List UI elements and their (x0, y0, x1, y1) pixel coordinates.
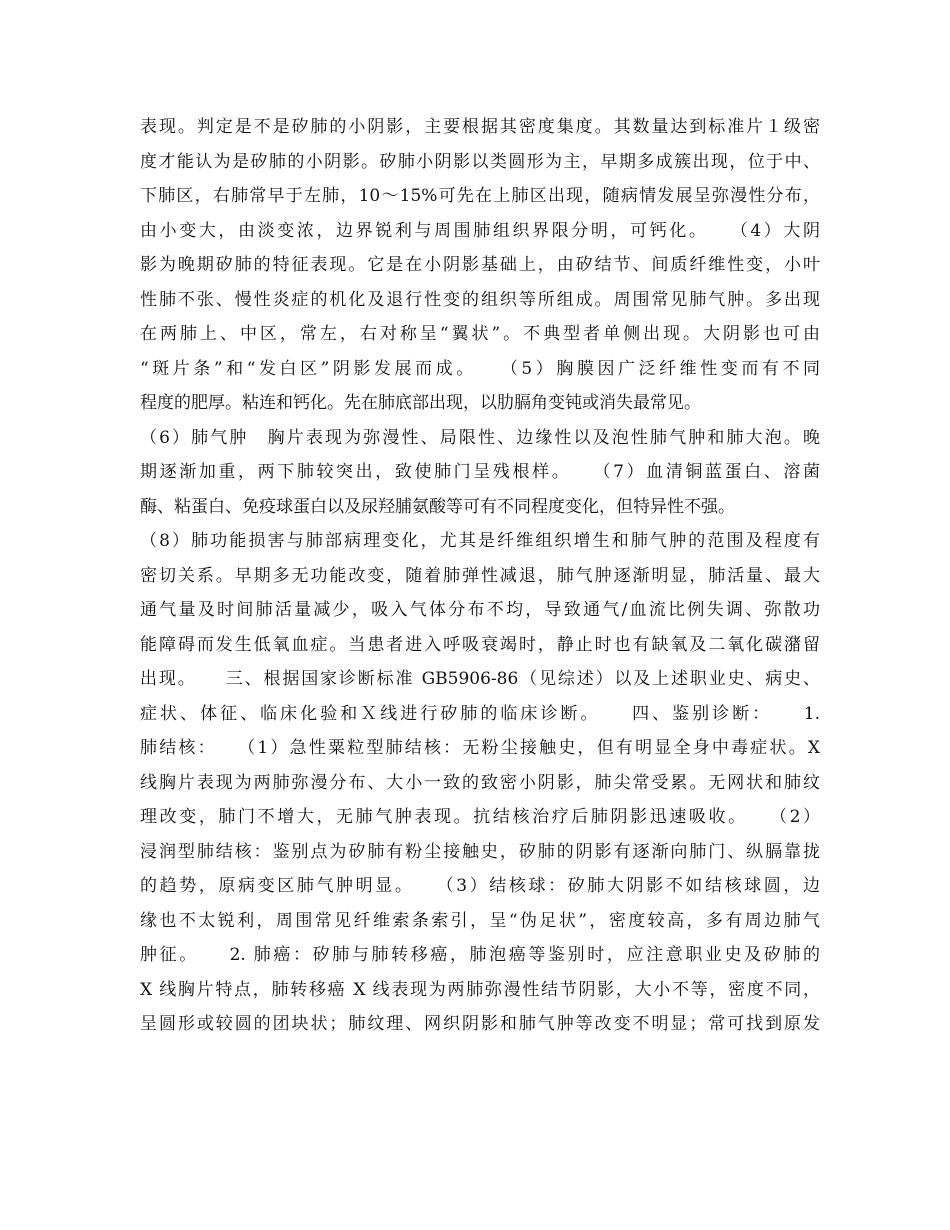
text-line: 肺结核： （1）急性粟粒型肺结核：无粉尘接触史，但有明显全身中毒症状。X (140, 738, 820, 758)
text-line: 缘也不太锐利，周围常见纤维索条索引，呈“伪足状”，密度较高，多有周边肺气 (140, 910, 820, 931)
body-text (140, 110, 820, 1042)
text-line: （8）肺功能损害与肺部病理变化，尤其是纤维组织增生和肺气肿的范围及程度有 (140, 531, 820, 551)
text-line: 线胸片表现为两肺弥漫分布、大小一致的致密小阴影，肺尖常受累。无网状和肺纹 (140, 772, 820, 793)
text-line: 度才能认为是矽肺的小阴影。矽肺小阴影以类圆形为主，早期多成簇出现，位于中、 (140, 151, 820, 172)
text-line: 下肺区，右肺常早于左肺，10～15%可先在上肺区出现，随病情发展呈弥漫性分布， (140, 186, 820, 206)
text-line: 期逐渐加重，两下肺较突出，致使肺门呈残根样。 （7）血清铜蓝蛋白、溶菌 (140, 462, 820, 482)
text-line: 性肺不张、慢性炎症的机化及退行性变的组织等所组成。周围常见肺气肿。多出现 (140, 289, 820, 310)
text-line: 密切关系。早期多无功能改变，随着肺弹性减退，肺气肿逐渐明显，肺活量、最大 (140, 565, 820, 586)
text-line: “斑片条”和“发白区”阴影发展而成。 （5）胸膜因广泛纤维性变而有不同 (140, 358, 820, 379)
text-line: 呈圆形或较圆的团块状；肺纹理、网织阴影和肺气肿等改变不明显；常可找到原发 (140, 1014, 820, 1034)
text-line: 酶、粘蛋白、免疫球蛋白以及尿羟脯氨酸等可有不同程度变化，但特异性不强。 (140, 496, 735, 517)
text-line: （6）肺气肿 胸片表现为弥漫性、局限性、边缘性以及泡性肺气肿和肺大泡。晚 (140, 427, 820, 448)
text-line: 理改变，肺门不增大，无肺气肿表现。抗结核治疗后肺阴影迅速吸收。 （2） (140, 807, 820, 827)
text-line: 能障碍而发生低氧血症。当患者进入呼吸衰竭时，静止时也有缺氧及二氧化碳潴留 (140, 634, 820, 655)
text-line: 程度的肥厚。粘连和钙化。先在肺底部出现，以肋膈角变钝或消失最常见。 (140, 393, 701, 413)
text-line: X 线胸片特点，肺转移癌 X 线表现为两肺弥漫性结节阴影，大小不等，密度不同， (140, 979, 820, 1000)
text-line: 肿征。 2. 肺癌：矽肺与肺转移癌，肺泡癌等鉴别时，应注意职业史及矽肺的 (140, 945, 820, 965)
text-line: 浸润型肺结核：鉴别点为矽肺有粉尘接触史，矽肺的阴影有逐渐向肺门、纵膈靠拢 (140, 841, 820, 862)
text-line: 在两肺上、中区，常左，右对称呈“翼状”。不典型者单侧出现。大阴影也可由 (140, 324, 820, 344)
text-line: 的趋势，原病变区肺气肿明显。 （3）结核球：矽肺大阴影不如结核球圆，边 (140, 876, 820, 896)
text-line: 通气量及时间肺活量减少，吸入气体分布不均，导致通气/血流比例失调、弥散功 (140, 600, 820, 620)
text-line: 出现。 三、根据国家诊断标准 GB5906-86（见综述）以及上述职业史、病史、 (140, 669, 820, 689)
text-line: 影为晚期矽肺的特征表现。它是在小阴影基础上，由矽结节、间质纤维性变，小叶 (140, 255, 820, 275)
text-line: 由小变大，由淡变浓，边界锐利与周围肺组织界限分明，可钙化。 （4）大阴 (140, 220, 820, 241)
text-line: 表现。判定是不是矽肺的小阴影，主要根据其密度集度。其数量达到标准片１级密 (140, 117, 820, 137)
text-line: 症状、体征、临床化验和Ｘ线进行矽肺的临床诊断。 四、鉴别诊断： 1. (140, 703, 820, 724)
